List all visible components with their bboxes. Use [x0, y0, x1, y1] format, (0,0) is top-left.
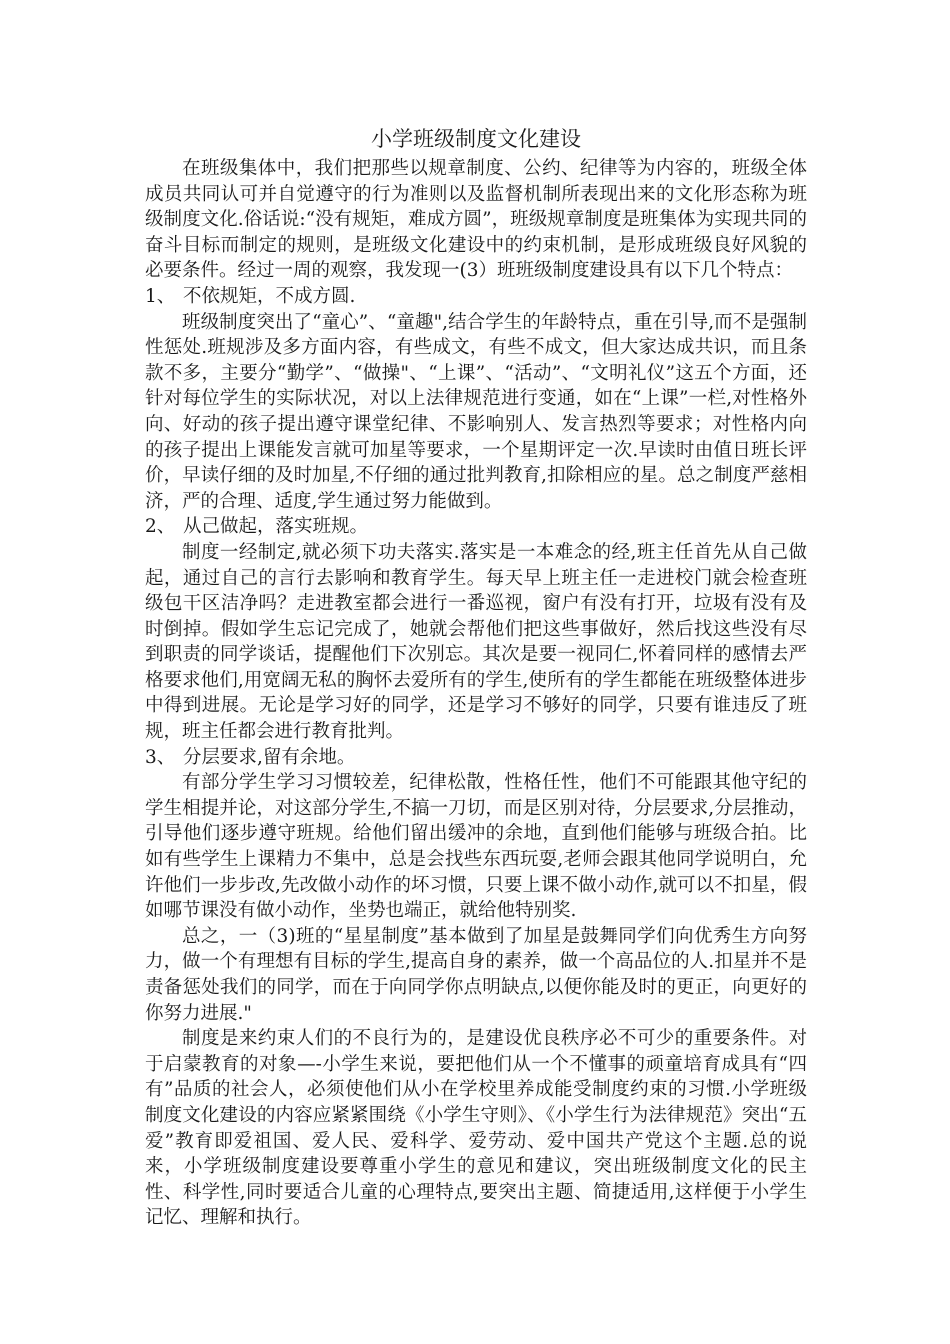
conclusion-paragraph: 制度是来约束人们的不良行为的，是建设优良秩序必不可少的重要条件。对于启蒙教育的对象—-小学生来说，要把他们从一个不懂事的顽童培育成具有“四有”品质的社会人，必须使他们从小在学校里养成能受制度约束的习惯.小学班级制度文化建设的内容应紧紧围绕《小学生守则》、《小学生行为法律规范》突出“五爱”教育即爱祖国、爱人民、爱科学、爱劳动、爱中国共产党这个主题.总的说来，小学班级制度建设要尊重小学生的意见和建议，突出班级制度文化的民主性、科学性,同时要适合儿童的心理特点,要突出主题、简捷适用,这样便于小学生记忆、理解和执行。	[145, 1028, 807, 1229]
document-page	[145, 124, 807, 1231]
section-2-heading	[145, 514, 807, 540]
section-1-heading	[145, 284, 807, 310]
section-1-number: 1、	[145, 285, 176, 307]
section-1-heading-text: 不依规矩，不成方圆.	[183, 285, 356, 307]
section-3-heading	[145, 745, 807, 771]
section-3-body: 有部分学生学习习惯较差，纪律松散，性格任性，他们不可能跟其他守纪的学生相提并论，对这部分学生,不搞一刀切，而是区别对待，分层要求,分层推动，引导他们逐步遵守班规。给他们留出缓冲的余地，直到他们能够与班级合拍。比如有些学生上课精力不集中，总是会找些东西玩耍,老师会跟其他同学说明白，允许他们一步步改,先改做小动作的坏习惯，只要上课不做小动作,就可以不扣星，假如哪节课没有做小动作，坐势也端正，就给他特别奖.	[145, 772, 807, 922]
document-title: 小学班级制度文化建设	[371, 127, 581, 151]
section-2-heading-text: 从己做起，落实班规。	[183, 516, 369, 538]
section-2-number: 2、	[145, 516, 176, 538]
section-2-body: 制度一经制定,就必须下功夫落实.落实是一本难念的经,班主任首先从自己做起，通过自己的言行去影响和教育学生。每天早上班主任一走进校门就会检查班级包干区洁净吗？走进教室都会进行一番巡视，窗户有没有打开，垃圾有没有及时倒掉。假如学生忘记完成了，她就会帮他们把这些事做好，然后找这些没有尽到职责的同学谈话，提醒他们下次别忘。其次是要一视同仁,怀着同样的感情去严格要求他们,用宽阔无私的胸怀去爱所有的学生,使所有的学生都能在班级整体进步中得到进展。无论是学习好的同学，还是学习不够好的同学，只要有谁违反了班规，班主任都会进行教育批判。	[145, 541, 807, 743]
summary-paragraph: 总之，一（3)班的“星星制度”基本做到了加星是鼓舞同学们向优秀生方向努力，做一个有理想有目标的学生,提高自身的素养，做一个高品位的人.扣星并不是责备惩处我们的同学，而在于向同学你点明缺点,以便你能及时的更正，向更好的你努力进展."	[145, 925, 807, 1024]
intro-paragraph: 在班级集体中，我们把那些以规章制度、公约、纪律等为内容的，班级全体成员共同认可并自觉遵守的行为准则以及监督机制所表现出来的文化形态称为班级制度文化.俗话说:“没有规矩，难成方圆”，班级规章制度是班集体为实现共同的奋斗目标而制定的规则，是班级文化建设中的约束机制，是形成班级良好风貌的必要条件。经过一周的观察，我发现一(3）班班级制度建设具有以下几个特点：	[145, 158, 807, 282]
section-3-number: 3、	[145, 746, 176, 768]
section-3-heading-text: 分层要求,留有余地。	[183, 746, 356, 768]
section-1-body: 班级制度突出了“童心”、“童趣",结合学生的年龄特点，重在引导,而不是强制性惩处.班规涉及多方面内容，有些成文，有些不成文，但大家达成共识，而且条款不多，主要分“勤学”、“做操"、“上课”、“活动”、“文明礼仪”这五个方面，还针对每位学生的实际状况，对以上法律规范进行变通，如在“上课”一栏,对性格外向、好动的孩子提出遵守课堂纪律、不影响别人、发言热烈等要求；对性格内向的孩子提出上课能发言就可加星等要求，一个星期评定一次.早读时由值日班长评价，早读仔细的及时加星,不仔细的通过批判教育,扣除相应的星。总之制度严慈相济，严的合理、适度,学生通过努力能做到。	[145, 311, 807, 512]
